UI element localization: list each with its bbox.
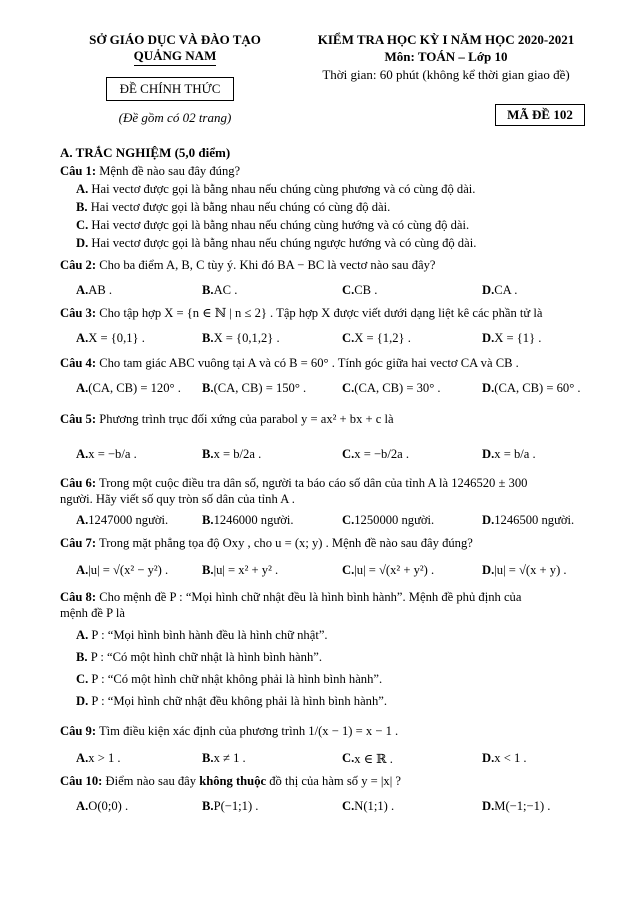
question-6 (60, 475, 600, 507)
option-text: Hai vectơ được gọi là bằng nhau nếu chúng cùng phương và có cùng độ dài. (88, 182, 476, 196)
option-row (76, 447, 596, 465)
question-text-cont: người. Hãy viết số quy tròn số dân của tỉnh A . (60, 492, 295, 506)
option-key: D. (482, 563, 495, 577)
option-key: A. (76, 513, 89, 527)
option-key: A. (76, 799, 89, 813)
option-row (76, 513, 596, 531)
question-3 (60, 305, 600, 321)
option-text: X = {1} . (494, 331, 542, 345)
question-label: Câu 1: (60, 164, 97, 178)
option-key: C. (76, 218, 89, 232)
option-key: B. (202, 513, 214, 527)
question-label: Câu 5: (60, 412, 97, 426)
option-key: A. (76, 331, 89, 345)
question-text-cont: mệnh đề P là (60, 606, 125, 620)
option-key: C. (342, 283, 355, 297)
pages-note: (Đề gồm có 02 trang) (118, 110, 232, 125)
option-key: B. (202, 381, 214, 395)
question-text: Cho mệnh đề P : “Mọi hình chữ nhật đều là hình bình hành”. Mệnh đề phủ định của (96, 590, 522, 604)
option-text: |u| = √(x + y) . (494, 563, 567, 577)
option-row (76, 693, 596, 709)
option-text: x = −b/2a . (354, 447, 410, 461)
option-row (76, 563, 596, 581)
option-text: x ≠ 1 . (213, 751, 246, 765)
question-text: Điểm nào sau đây (102, 774, 200, 788)
option-row (76, 199, 596, 215)
option-text: P(−1;1) . (213, 799, 259, 813)
question-label: Câu 7: (60, 536, 97, 550)
option-key: B. (202, 283, 214, 297)
question-label: Câu 9: (60, 724, 97, 738)
option-text: (CA, CB) = 150° . (213, 381, 307, 395)
option-row (76, 331, 596, 349)
question-5 (60, 411, 600, 427)
option-key: D. (482, 447, 495, 461)
option-key: B. (202, 563, 214, 577)
question-text: Mệnh đề nào sau đây đúng? (96, 164, 241, 178)
option-text: x < 1 . (494, 751, 527, 765)
option-text: O(0;0) . (88, 799, 129, 813)
option-text: AC . (213, 283, 238, 297)
option-text: Hai vectơ được gọi là bằng nhau nếu chúng ngược hướng và có cùng độ dài. (88, 236, 477, 250)
option-text: M(−1;−1) . (494, 799, 551, 813)
option-row (76, 283, 596, 301)
question-label: Câu 3: (60, 306, 97, 320)
question-text: Cho tam giác ABC vuông tại A và có B = 60° . Tính góc giữa hai vectơ CA và CB . (96, 356, 519, 370)
question-1 (60, 163, 600, 179)
option-text: (CA, CB) = 60° . (494, 381, 581, 395)
option-text: 1250000 người. (354, 513, 435, 527)
question-text: Trong mặt phẳng tọa độ Oxy , cho u = (x; y) . Mệnh đề nào sau đây đúng? (96, 536, 473, 550)
option-text: x = b/2a . (213, 447, 262, 461)
option-key: D. (482, 283, 495, 297)
option-row (76, 751, 596, 769)
option-text: P : “Mọi hình chữ nhật đều không phải là hình bình hành”. (88, 694, 388, 708)
option-text: x ∈ ℝ . (354, 752, 393, 766)
option-text: |u| = √(x² + y²) . (354, 563, 435, 577)
option-text: Hai vectơ được gọi là bằng nhau nếu chúng cùng hướng và có cùng độ dài. (88, 218, 470, 232)
question-7 (60, 535, 600, 551)
header-right (300, 32, 592, 84)
option-key: A. (76, 447, 89, 461)
option-text: P : “Có một hình chữ nhật là hình bình hành”. (87, 650, 322, 664)
option-text: x > 1 . (88, 751, 121, 765)
question-label: Câu 2: (60, 258, 97, 272)
option-row (76, 799, 596, 817)
option-row (76, 181, 596, 197)
option-text: 1247000 người. (88, 513, 169, 527)
question-emphasis: không thuộc (199, 774, 267, 788)
subject: Môn: TOÁN – Lớp 10 (384, 49, 508, 64)
option-key: D. (482, 799, 495, 813)
option-text: CA . (494, 283, 518, 297)
option-key: A. (76, 182, 89, 196)
option-text: x = −b/a . (88, 447, 137, 461)
option-text: N(1;1) . (354, 799, 395, 813)
option-text: P : “Mọi hình bình hành đều là hình chữ nhật”. (88, 628, 328, 642)
question-text: Cho tập hợp X = {n ∈ ℕ | n ≤ 2} . Tập hợp X được viết dưới dạng liệt kê các phần tử là (96, 306, 543, 320)
time-limit: Thời gian: 60 phút (không kể thời gian giao đề) (322, 67, 570, 82)
option-row (76, 649, 596, 665)
option-key: A. (76, 751, 89, 765)
option-key: D. (482, 513, 495, 527)
province-name: QUẢNG NAM (134, 48, 217, 66)
option-text: (CA, CB) = 120° . (88, 381, 181, 395)
question-text: Cho ba điểm A, B, C tùy ý. Khi đó BA − BC là vectơ nào sau đây? (96, 258, 436, 272)
option-text: x = b/a . (494, 447, 536, 461)
option-key: C. (342, 799, 355, 813)
option-text: CB . (354, 283, 378, 297)
option-key: B. (76, 650, 88, 664)
option-row (76, 671, 596, 687)
question-text: Phương trình trục đối xứng của parabol y = ax² + bx + c là (96, 412, 394, 426)
option-key: C. (342, 381, 355, 395)
option-text: X = {0,1} . (88, 331, 145, 345)
question-text: Trong một cuộc điều tra dân số, người ta báo cáo số dân của tỉnh A là 1246520 ± 300 (96, 476, 528, 490)
option-key: C. (342, 751, 355, 765)
question-4 (60, 355, 600, 371)
exam-title: KIỂM TRA HỌC KỲ I NĂM HỌC 2020-2021 (317, 32, 575, 47)
option-text: 1246500 người. (494, 513, 575, 527)
option-key: B. (76, 200, 88, 214)
option-key: C. (342, 513, 355, 527)
option-text: AB . (88, 283, 113, 297)
option-text: Hai vectơ được gọi là bằng nhau nếu chúng có cùng độ dài. (87, 200, 391, 214)
option-text: X = {1,2} . (354, 331, 411, 345)
question-8 (60, 589, 600, 621)
question-label: Câu 4: (60, 356, 97, 370)
option-key: D. (482, 331, 495, 345)
department-name: SỞ GIÁO DỤC VÀ ĐÀO TẠO (89, 32, 261, 47)
option-key: D. (482, 381, 495, 395)
option-key: D. (76, 694, 89, 708)
question-label: Câu 6: (60, 476, 97, 490)
option-key: C. (342, 563, 355, 577)
option-row (76, 217, 596, 233)
option-text: 1246000 người. (213, 513, 294, 527)
question-label: Câu 10: (60, 774, 103, 788)
option-key: C. (76, 672, 89, 686)
option-text: |u| = √(x² − y²) . (88, 563, 169, 577)
question-10 (60, 773, 600, 789)
header-left (60, 32, 290, 66)
option-text: |u| = x² + y² . (213, 563, 279, 577)
option-key: D. (482, 751, 495, 765)
option-text: X = {0,1,2} . (213, 331, 280, 345)
section-title: A. TRẮC NGHIỆM (5,0 điểm) (60, 145, 231, 160)
option-row (76, 627, 596, 643)
option-key: A. (76, 563, 89, 577)
option-key: B. (202, 751, 214, 765)
option-key: C. (342, 447, 355, 461)
option-row (76, 381, 596, 399)
official-label-box: ĐỀ CHÍNH THỨC (106, 77, 234, 101)
option-row (76, 235, 596, 251)
question-text: Tìm điều kiện xác định của phương trình 1/(x − 1) = x − 1 . (96, 724, 399, 738)
question-label: Câu 8: (60, 590, 97, 604)
option-key: A. (76, 628, 89, 642)
option-key: C. (342, 331, 355, 345)
option-text: P : “Có một hình chữ nhật không phải là hình bình hành”. (88, 672, 383, 686)
option-text: (CA, CB) = 30° . (354, 381, 441, 395)
option-key: A. (76, 283, 89, 297)
question-text-end: đồ thị của hàm số y = |x| ? (266, 774, 401, 788)
question-9 (60, 723, 600, 739)
option-key: D. (76, 236, 89, 250)
option-key: B. (202, 447, 214, 461)
option-key: A. (76, 381, 89, 395)
question-2 (60, 257, 600, 273)
option-key: B. (202, 799, 214, 813)
exam-code-box: MÃ ĐỀ 102 (495, 104, 585, 126)
option-key: B. (202, 331, 214, 345)
